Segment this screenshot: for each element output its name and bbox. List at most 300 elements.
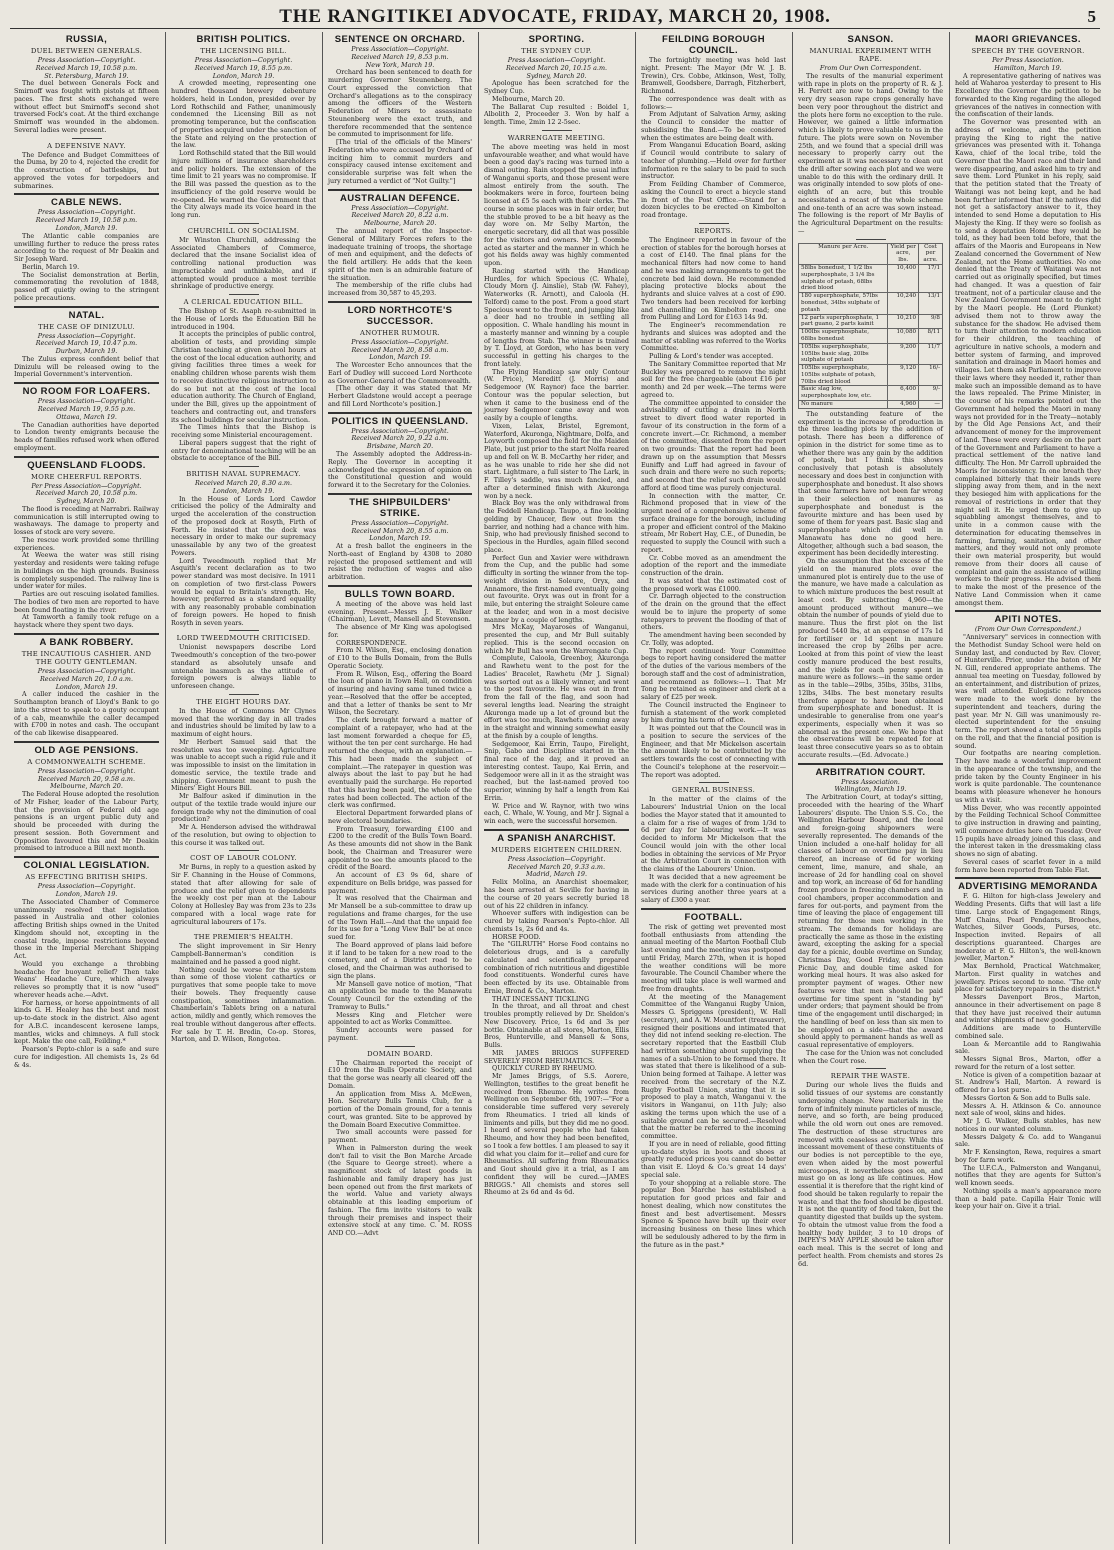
article-body	[798, 73, 943, 236]
table-cell: 58lbs bonedust, 1 1/2 lbs superphosphate, 3 1/4 lbs sulphate of potash, 68lbs dried blood	[799, 264, 888, 292]
paragraph: From Wanganui Education Board, asking if Council would contribute to salary of teacher of plumbing.—Held over for further information re the salary to be paid to such instructor.	[641, 141, 786, 181]
paragraph: Mr J. G. Walker, Bulls stables, has new notices in our wanted column.	[955, 1117, 1101, 1133]
article-headline: APITI NOTES.	[994, 614, 1062, 626]
article-body	[171, 308, 316, 463]
article-headline: MAORI GRIEVANCES.	[975, 34, 1081, 45]
article	[328, 1046, 472, 1238]
article-subhead: A COMMONWEALTH SCHEME.	[27, 757, 146, 766]
article	[484, 130, 629, 826]
table-cell: —	[919, 401, 943, 409]
paragraph: The risk of getting wet prevented most football enthusiasts from attending the annual meeting of the Marton Football Club last evening and the meeting was postponed until Friday, March 27th, when it is hoped the weather conditions will be more favourable. The Council Chamber where the meeting will take place is well warmed and free from draughts.	[641, 922, 786, 993]
paragraph: In the House of Commons Mr Clynes moved that the working day in all trades and industries should be limited by law to a maximum of eight hours.	[171, 706, 316, 739]
table-row	[799, 329, 943, 344]
table-cell: 17/1	[919, 264, 943, 292]
dateline: Per Press Association.	[992, 56, 1064, 64]
table-row	[799, 365, 943, 386]
paragraph: The clerk brought forward a matter of complaint of a ratepayer, who had at the last moment forwarded a cheque for £5, without the ten per cent surcharge. He had returned the cheque, with an explanation.—This had been made the subject of complaint.—The ratepayer in question was always about the last to pay but he had eventually paid the surcharge. He reported that this having been paid, the whole of the rates had been collected. The action of the clerk was confirmed.	[328, 716, 472, 810]
article	[328, 34, 472, 186]
dateline: Press Association—Copyright.	[37, 331, 136, 340]
divider	[229, 929, 259, 930]
article-headline: POLITICS IN QUEENSLAND.	[331, 415, 469, 427]
paragraph: Mr A. Henderson advised the withdrawal of the resolution, but owing to objection to this course it was talked out.	[171, 823, 316, 847]
dateline: Press Association—Copyright.	[351, 337, 449, 346]
paragraph: The Ballarat Cup resulted : Boidel 1, Albolith 2, Proceeder 3. Won by half a length. Time, 2min 12 2-5sec.	[484, 102, 629, 127]
article-body	[328, 601, 472, 1043]
paragraph: Miss Dever, who was recently appointed by the Feilding Technical School Committee to give instruction in drawing and painting, will commence duties here on Tuesday. Over 15 pupils have already joined this class, and the interest taken in the dressmaking class shows no sign of abating.	[955, 803, 1101, 859]
paragraph: Pearson's Pepto-chlor is a safe and sure cure for indigestion. All chemists 1s, 2s 6d & 4s.	[14, 1045, 159, 1069]
paragraph: The absence of Mr King was apologised for.	[328, 623, 472, 639]
article-body	[641, 924, 786, 1250]
article-subhead: WARRENGATE MEETING.	[507, 133, 606, 142]
dateline: Sydney, March 20.	[56, 497, 117, 506]
table-row	[799, 343, 943, 364]
paragraph: Our footpaths are nearing completion. They have made a wonderful improvement in the appearance of the township, and the pride taken by the County Engineer in his work is quite pardonable. The countenance beams with pleasure whenever he honours us with a visit.	[955, 749, 1101, 804]
paragraph: Racing started with the Handicap Hurdles, for which Specious (C. Whale), Cloudy Morn (J. Ainslie), Stab (W. Fahey), Waterworks (R. Arnott), and Caloola (H. Telford) came to the post. From a good start Specious went to the front, and jumping like a deer had no trouble in settling all opposition. C. Whale handling his mount in a masterly manner and winning by a couple of lengths from Stab. The winner is trained by T. Lloyd, at Gordon, who has been very successful in getting his charges to the front lately.	[484, 266, 629, 368]
dateline: Received March 20, 8.22 a.m.	[351, 211, 449, 220]
article	[171, 929, 316, 1044]
paragraph: The flood is receding at Narrabri. Railway communication is still interrupted owing to washaways. The damage to property and losses of stock are very severe.	[14, 504, 159, 537]
paragraph: It was stated that the estimated cost of the proposed work was £1000.	[641, 576, 786, 593]
article-headline: A BANK ROBBERY.	[39, 636, 134, 648]
dateline: Melbourne, March 20.	[363, 219, 437, 228]
paragraph: [The other day it was stated that Mr Herbert Gladstone would accept a peerage and fill Lord Northcote's position.]	[328, 384, 472, 408]
paragraph: Perfect Gun and Xavier were withdrawn from the Cup, and the public had some difficulty in sorting the winner from the top-weight division in Soleure, Oryx, and Annamore, the first-named eventually going out favourite. Oryx was out in front for a mile, but entering the straight Soleure came at the leader, and won in a most decisive manner by a couple of lengths.	[484, 553, 629, 624]
article-body	[328, 1060, 472, 1238]
paragraph: F. G. Hilton for high-class Jewelery and Wedding Presents. Gifts that will last a life time. Large stock of Engagement Rings, Muff Chains, Pearl Pendants, Brooches, Watches, Silver Goods, Purses, etc. Inspection invited. Repairs of all descriptions guaranteed. Charges are moderate at F. G. Hilton's, the well-known jeweller, Marton.*	[955, 892, 1101, 963]
paragraph: At Tamworth a family took refuge on a haystack where they spent two days.	[14, 613, 159, 630]
paragraph: The above meeting was held in most unfavourable weather, and what would have been a good day's racing was turned into a dismal outing. Rain stopped the usual influx of Wanganui sports, and those present were almost entirely from the south. The bookmakers were in force, fourteen being licensed at £5 5s each with their clerks. The course in some places was in fair order, but the stubble proved to be a bit heavy as the day wore on. Mr Selby Marton, the energetic secretary, did all that was possible for the visitors and owners. Mr J. Coombe acted as starter and the manner in which he got his fields away was highly commented upon.	[484, 142, 629, 268]
dateline: (From Our Own Correspondent.)	[974, 625, 1082, 634]
divider	[229, 630, 259, 631]
paragraph: Notice is given of a competition bazaar at St. Andrew's Hall, Marton. A reward is offered for a lost purse.	[955, 1070, 1101, 1095]
article-body	[641, 237, 786, 780]
dateline: Press Association—Copyright.	[507, 854, 606, 863]
divider	[72, 138, 102, 139]
paragraph: Complute, Caloola, Greenboy, Akuronga and Rawhetu went to the post for the Ladies' Bracelet, Rawhetu (Mr J. Signal) was sorted out as a likely winner, and went to the post favourite. He was out in front from the fall of the flag, and soon had several lengths lead. Nearing the straight Akuronga made up a lot of ground but the effort was too much, Rawhetu coming away in the straight and winning somewhat easily at the finish by a couple of lengths.	[484, 654, 629, 740]
paragraph: The Socialist demonstration at Berlin, commemorating the revolution of 1848, passed off quietly owing to the stringent police precautions.	[14, 270, 159, 302]
paragraph: Melbourne, March 20.	[492, 94, 565, 103]
paragraph: Mrs McKay, Mayaroses of Wanganui, presented the cup, and Mr Bull suitably replied. This is the second occasion on which Mr Bull has won the Warrengate Cup.	[484, 623, 629, 655]
article-body	[484, 879, 629, 1197]
article-body	[484, 80, 629, 127]
dateline: Received March 19, 9.55 p.m.	[37, 404, 136, 413]
dateline: Received March 20, 8.30 a.m.	[194, 479, 293, 488]
paragraph: The slight improvement in Sir Henry Campbell-Bannerman's condition is maintained and he passed a good night.	[171, 942, 316, 966]
paragraph: It was decided that a new agreement be made with the clerk for a continuation of his services during another three years at a salary of £300 a year.	[641, 872, 786, 904]
divider	[856, 239, 886, 240]
paragraph: Felix Molina, an Anarchist shoemaker, has been arrested at Seville for having in the course of 20 years secretly buried 18 out of his 22 children in infancy.	[484, 878, 629, 910]
article	[955, 877, 1101, 1211]
paragraph: CORRESPONDENCE.	[336, 638, 407, 647]
article	[798, 1068, 943, 1268]
article-headline: RUSSIA,	[65, 34, 108, 45]
article-subhead: AS EFFECTING BRITISH SHIPS.	[25, 873, 148, 882]
article	[14, 456, 159, 630]
article-subhead: COST OF LABOUR COLONY.	[190, 854, 297, 863]
article-headline: OLD AGE PENSIONS.	[34, 744, 139, 756]
dateline: St. Petersburg, March 19.	[44, 71, 129, 80]
article	[955, 34, 1101, 607]
dateline: Press Association—Copyright.	[37, 882, 136, 891]
table-row	[799, 264, 943, 292]
section-divider	[484, 829, 629, 831]
paragraph: At a fresh ballot the engineers in the North-east of England by 4308 to 2080 rejected the proposed settlement and will resist the reduction of wages and also arbitration.	[328, 542, 472, 582]
paragraph: HORSE FOOD.	[492, 932, 541, 941]
table-cell: No manure	[799, 401, 888, 409]
paragraph: Two small accounts were passed for payment.	[328, 1128, 472, 1145]
paragraph: Sedgemoor, Kai Errin, Taupo, Firelight, Snip, Gabo and Discipline started in the final race of the day, and it proved an interesting contest. Taupo, Kai Errin, and Sedgemoor were all in it as the straight was reached, but the last-named proved too superior, winning by half a length from Kai Errin.	[484, 739, 629, 802]
article-body	[328, 362, 472, 409]
paragraph: In the throat, and all throat and chest troubles promptly relieved by Dr. Sheldon's New Discovery. Price, 1s 6d and 3s per bottle. Obtainable at all stores, Marton, Ellis Bros, Hunterville, and Mansell & Sons, Bulls.	[484, 1002, 629, 1050]
paragraph: Parties are out rescuing isolated families. The bodies of two men are reported to have been found floating in the river.	[14, 590, 159, 614]
divider	[385, 1046, 415, 1047]
dateline: Madrid, March 19.	[526, 870, 587, 879]
paragraph: On the assumption that the excess of the yield on the manured plots over the unmanured plot is entirely due to the use of the manure, we have made a calculation as to which mixture produces the best result at least cost. By subtracting 4,960—the amount produced without manure—we obtain the number of pounds of yield due to manure. Thus the first plot on the list produced 5440 lbs, at an expense of 17s 1d for fertiliser or 1d spent in manure increased the crop by 26lbs per acre. Looked at from this point of view the least costly manure produced the best results, and the yields for each penny spent in manure were as follows:—in the same order as in the table—29lbs, 35lbs, 35lbs, 31lbs, 12lbs, 34lbs. The best monetary results therefore appear to have been obtained from superphosphate and bonedust. It is undesirable to generalise from one year's experiments, especially when it was so abnormal as the present one. We hope that the observations will be repeated for at least three consecutive years so as to obtain accurate results.—(Ed. Advocate.)	[798, 557, 943, 759]
dateline: Press Association—Copyright.	[37, 666, 136, 675]
article	[641, 34, 786, 220]
article-body	[14, 691, 159, 738]
manure-yield-table	[798, 243, 943, 409]
page-number: 5	[1087, 7, 1096, 26]
paragraph: Messrs Davenport Bros., Marton, announce in their advertisement on page 8 that they have just received their autumn and winter shipments of new goods.	[955, 993, 1101, 1025]
article	[14, 382, 159, 452]
article-subhead: LORD TWEEDMOUTH CRITICISED.	[176, 634, 311, 643]
article-body	[328, 451, 472, 490]
section-divider	[14, 741, 159, 743]
section-divider	[14, 633, 159, 635]
table-cell: 100lbs superphosphate, 68lbs bonedust	[799, 329, 888, 344]
table-cell: 10,240	[888, 293, 919, 314]
paragraph: Cr. Darragh objected to the construction of the drain on the ground that the effect would be to injure the property of some ratepayers to prevent the flooding of that of others.	[641, 592, 786, 632]
paragraph: The outstanding feature of the experiment is the increase of production in the three leading plots by the addition of potash. There has been a difference of opinion in the district for some time as to whether there was any gain by the addition of potash, but I think this shows conclusively that potash is absolutely necessary and does best in conjunction with superphosphate and bonedust. It also shows that some farmers have not been far wrong in their selection of manures as superphosphate and bonedust is the favourite mixture and has been used by some of them for years past. Basic slag and superphosphate which did well in Manawatu has done no good here. Altogether, although such a bad season, the experiment has been decidedly interesting.	[798, 409, 943, 558]
article-subhead: THE PREMIER'S HEALTH.	[193, 933, 294, 942]
article	[328, 189, 472, 298]
article-body	[14, 899, 159, 1070]
paragraph: QUICKLY CURED BY RHEUMO.	[492, 1064, 597, 1073]
paragraph: Pulling & Lord's tender was accepted.	[649, 352, 774, 360]
article-subhead: THE EIGHT HOURS DAY.	[196, 697, 291, 706]
paragraph: Sundry accounts were passed for payment.	[328, 1026, 472, 1042]
article	[171, 223, 316, 291]
paragraph: Lord Tweedmouth replied that Mr Asquith's recent declaration as to two power standard was most decisive. In 1911 on completion of two first-class Powers would be equal to Britain's strength. He, however, preferred as a standard equality with any reasonably probable combination of foreign powers. He hoped to finish Rosyth in seven years.	[171, 556, 316, 627]
dateline: Brisbane, March 20.	[366, 442, 434, 451]
article-subhead: GENERAL BUSINESS.	[671, 786, 756, 795]
paragraph: The Defence and Budget Committees of the Duma, by 20 to 4, rejected the credit for the construction of battleships, but approved the votes for torpedoers and submarines.	[14, 150, 159, 190]
article-subhead: THE CASE OF DINIZULU.	[38, 322, 135, 331]
article	[14, 138, 159, 191]
divider	[542, 130, 572, 131]
paragraph: From Treasury, forwarding £100 and £200 to the credit of the Bulls Town Board. As these amounts did not show in the Bank book, the Chairman and Treasurer were appointed to see the amounts placed to the credit of the Board.	[328, 824, 472, 872]
column-6	[792, 32, 949, 1544]
paragraph: It was pointed out that the Council was in a position to secure the services of the Engineer, and that Mr Mickelson ascertain the amount likely to be contributed by the settlers towards the cost of connecting with the Council's telephone at the reservoir.—The report was adopted.	[641, 724, 786, 779]
article-subhead: MORE CHEERFUL REPORTS.	[31, 472, 142, 481]
table-header: Cost per acre.	[919, 243, 943, 264]
article-body	[641, 57, 786, 220]
dateline: Wellington, March 19.	[834, 785, 907, 794]
article	[14, 633, 159, 738]
article-headline: SANSON.	[847, 34, 894, 45]
article-subhead: THE LICENSING BILL.	[200, 47, 287, 55]
section-divider	[328, 585, 472, 587]
article-body	[171, 864, 316, 926]
paragraph: A meeting of the above was held last evening. Present—Messrs J. E. Walker (Chairman), Levett, Mansell and Stevenson.	[328, 599, 472, 624]
paragraph: The amendment having been seconded by Cr. Tolly, was adopted.	[641, 631, 786, 647]
article-headline: FOOTBALL.	[684, 911, 743, 923]
dateline: London, March 19.	[369, 353, 431, 362]
column-7	[949, 32, 1107, 1544]
column-4	[478, 32, 635, 1544]
article-headline: ARBITRATION COURT.	[815, 766, 926, 778]
article-body	[798, 794, 943, 1065]
paragraph: The committee appointed to consider the advisability of cutting a drain in North street to divert flood water reported in favour of its construction in the form of a concrete invert.—Cr. Richmond, a member of the committee, dissented from the report on two grounds: That the report had been drawn up on the assumption that Messrs Euniffy and Luff had agreed in favour of such drain and there were no such reports; and second that the relief such drain would afford at flood time was purely conjectural.	[641, 398, 786, 492]
dateline: London, March 19.	[55, 890, 118, 899]
divider	[699, 782, 729, 783]
masthead-title: THE RANGITIKEI ADVOCATE, FRIDAY, MARCH 20, 1908.	[279, 6, 831, 27]
article-headline: QUEENSLAND FLOODS.	[27, 459, 146, 471]
table-row	[799, 314, 943, 329]
article-headline: A SPANISH ANARCHIST.	[497, 832, 616, 844]
paragraph: Loan & Mercantile add to Rangiwahia sale.	[955, 1039, 1101, 1056]
table-cell: 9/-	[919, 386, 943, 401]
paragraph: During our whole lives the fluids and solid tissues of our systems are constantly undergoing change. New materials in the form of infinitely minute particles of muscle, nerve, and so forth, are being produced while the old worn out ones are removed. The destruction of these structures are removed with ceaseless activity. While this incessant movement of these constituents of our bodies is not perceptible to the eye, even when aided by the most powerful microscopes, it nevertheless goes on, and must go on as long as life continues. How essential it is therefore that the right kind of food should be taken regularly to repair the waste, and that the food should be digested. It is not the quantity of food taken, but the quantity digested that builds up the system. To obtain the utmost value from the food a healthy body builder, 3 to 10 drops of IMPEY'S MAY APPLE should be taken after each meal. This is the secret of long and perfect health. From chemists and stores 2s 6d.	[798, 1081, 943, 1268]
article-subhead: DOMAIN BOARD.	[367, 1049, 433, 1058]
table-cell: 11/7	[919, 343, 943, 364]
table-cell: 9/8	[919, 314, 943, 329]
article-body	[171, 237, 316, 291]
dateline: London, March 19.	[55, 682, 118, 691]
dateline: Received March 20, 9.58 a.m.	[37, 774, 136, 783]
paragraph: Mr Balfour asked if diminution in the output of the textile trade would injure our foreign trade why not the diminution of coal production?	[171, 792, 316, 824]
article-body	[171, 708, 316, 848]
paragraph: Mr James Briggs, of S.S. Aorere, Wellington, testifies to the great benefit he received from Rheumo. He writes from Wellington on September 6th, 1907:—"For a considerable time suffered very severely from Rheumatics. I tried all kinds of liniments and pills, but they did me no good. I heard of several people who had taken Rheumo, and how they had been benefited, so I took a few bottles. I am pleased to say it did what you claim for it—relief and cure for Rheumatics. All suffering from Rheumatics and Gout should give it a trial, as I am confident they will be cured.—JAMES BRIGGS." All chemists and stores sell Rheumo at 2s 6d and 4s 6d.	[484, 1072, 629, 1197]
article	[484, 34, 629, 127]
section-divider	[955, 610, 1101, 612]
paragraph: Apologue has been scratched for the Sydney Cup.	[484, 79, 629, 96]
article-headline: NO ROOM FOR LOAFERS.	[22, 386, 151, 398]
article-body	[171, 943, 316, 1044]
paragraph: The Council instructed the Engineer to furnish a statement of the work completed by him during his term of office.	[641, 700, 786, 725]
paragraph: A representative gathering of natives was held at Waharoa yesterday to present to His Excellency the Governor the petition to be forwarded to the King regarding the alleged grievances of the natives in connection with the confiscation of their lands.	[955, 71, 1101, 119]
article-body	[14, 152, 159, 191]
article	[484, 829, 629, 1197]
dateline: Press Association—Copyright.	[351, 203, 449, 212]
table-header: Yield per acre, lbs.	[888, 243, 919, 264]
table-cell: 180 superphosphate, 57lbs bonedust, 34lbs sulphate of potash	[799, 293, 888, 314]
section-divider	[14, 306, 159, 308]
paragraph: Messrs King and Fletcher were appointed to act as Works Committee.	[328, 1010, 472, 1027]
paragraph: Cr. Cobbe moved as an amendment the adoption of the report and the immediate construction of the drain.	[641, 553, 786, 577]
paragraph: Unionist newspapers describe Lord Tweedmouth's conception of the two-power standard as absolutely unsafe and untenable inasmuch as the attitude of foreign powers is always liable to unforeseen change.	[171, 643, 316, 691]
article	[171, 34, 316, 220]
paragraph: Max Bernhold, Practical Watchmaker, Marton. First quality in watches and jewellery. Prices second to none. "The only place for satisfactory repairs in the district.*	[955, 962, 1101, 994]
paragraph: From Feilding Chamber of Commerce, asking the Council to erect a bicycle stand in front of the Post Office.—Stand for a dozen bicycles to be erected on Kimbolton road frontage.	[641, 180, 786, 219]
article-body	[14, 80, 159, 134]
article-headline: THE SHIPBUILDERS' STRIKE.	[349, 496, 451, 519]
paragraph: The Board approved of plans laid before it if land to be taken for a new road to the cemetery, and of a District road to be closed, and the Chairman was authorised to sign the plans.	[328, 940, 472, 980]
article-headline: CABLE NEWS.	[51, 197, 122, 209]
dateline: Press Association—Copyright.	[351, 45, 449, 53]
dateline: Received March 19, 10.58 p.m.	[35, 63, 138, 72]
section-divider	[641, 908, 786, 910]
paragraph: If you are in need of reliable, good fitting up-to-date styles in boots and shoes at greatly reduced prices you cannot do better than visit E. Lloyd & Co.'s great 14 days' special sale.	[641, 1139, 786, 1179]
article-headline: BULLS TOWN BOARD.	[344, 588, 456, 600]
section-divider	[328, 412, 472, 414]
article-headline: SENTENCE ON ORCHARD.	[334, 34, 466, 45]
article-subhead: BRITISH NAVAL SUPREMACY.	[186, 470, 301, 479]
table-cell: 10,400	[888, 264, 919, 292]
article	[641, 908, 786, 1250]
article-subhead: ANOTHER RUMOUR.	[359, 328, 440, 337]
paragraph: MR JAMES BRIGGS SUFFERED SEVERELY FROM RHEUMATICS.	[484, 1048, 629, 1065]
article-subhead: THE SYDNEY CUP.	[521, 47, 592, 55]
article	[171, 466, 316, 627]
paragraph: The Governor was presented with an address of welcome, and the petition praying the King to right the native grievances was presented with it. Tohanga Kawa, chief of the local tribe, told the Governor that the Maori race and their land were disappearing, and asked him to try and save them. Lord Plunket in his reply, said that the petition stated that the Treaty of Waitangi was not being kept, and he had been further informed that if the natives did not get a satisfactory answer to it, they intended to send Home a deputation to His Majesty the King. If they were so foolish as to send a deputation Home they would be told, as they had been told before, that the affairs of the Maoris and Europeans in New Zealand concerned the Government of New Zealand, not the Home authorities. No one denied that the Treaty of Waitangi was not carried out as originally specified, but times had changed. It was a question of fair treatment, not of a particular clause and the New Zealand Government meant to do right by the Maori people. He (Lord Plunket) advised them not to throw away the substance for the shadow. He advised them to turn their attention to modern education for their children, the teaching of agriculture in native schools, a modern and better system of farming, and improved sanitation and drainage in Maori homes and villages. Let them ask Parliament to improve their laws where they needed it, rather than make such an impossible demand as to have the laws repealed. The Prime Minister, in the course of his remarks pointed out the Government had helped the Maori in many ways not provided for in the Treaty—notably by the Old Age Pensions Act, and their advancement of money for the improvement of land. These were every desire on the part of the Government and Parliament to have a practical settlement of the native land difficulty. The Hon. Mr Carroll upbraided the Maoris for inconsistency. In one breath they complained bitterly that their lands were slipping away from them, and in the next they besieged him with applications for the removal of restrictions in order that they might sell it. He urged them to give up squabbling amongst themselves, and to unite in a common cause with the determination for educating themselves in farming, farming, sanitation, and other matters, and they would not only promote their own material prosperity, but would remove from their doors all cause of complaint and gain the assistance of willing workers to their progress. He advised them to make the most of the presence of the Native Land Commission when it came amongst them.	[955, 118, 1101, 607]
paragraph: From Adjutant of Salvation Army, asking the Council to consider the matter of subsidising the Band.—To be considered when the estimates are being dealt with.	[641, 110, 786, 142]
paragraph: An application from Miss A. McEwen, Hon. Secretary Bulls Tennis Club, for a portion of the Domain ground, for a tennis court, was granted. Site to be approved by the Domain Board Executive Committee.	[328, 1089, 472, 1129]
paragraph: Would you exchange a throbbing headache for buoyant relief? Then take Weans' Headache Cure, which always relieves so promptly that it is now "used" wherever heads ache.—Advt.	[14, 959, 159, 999]
column-2	[165, 32, 322, 1544]
article	[14, 741, 159, 853]
article	[14, 193, 159, 302]
paragraph: The report continued: Your Committee begs to report having considered the matter of the duties of the various members of the borough staff and the cost of administration, and recommend as follows:—1. That Mr Tong be retained as engineer and clerk at a salary of £25 per week.	[641, 646, 787, 701]
article-body	[14, 422, 159, 453]
paragraph: The case for the Union was not concluded when the Court rose.	[798, 1048, 943, 1065]
dateline: Received March 20, 10.58 p.m.	[35, 489, 138, 498]
article-body	[798, 1082, 943, 1268]
article-headline: SPORTING.	[528, 34, 585, 45]
paragraph: Mr Burns, in reply to a question asked by Sir F. Channing in the House of Commons, stated that after allowing for sale of produce and the relief given to dependents the weekly cost per man at the Labour Colony at Hollesley Bay was from 23s to 23s compared with a local wage rate for agricultural labourers of 17s.	[171, 863, 316, 926]
article	[328, 585, 472, 1043]
paragraph: Nothing spoils a man's appearance more than a bald pate. Capilla Hair Tonic will keep your hair on. Give it a trial.	[955, 1186, 1101, 1211]
paragraph: A caller induced the cashier in the Southampton branch of Lloyd's Bank to go into the street to speak to a gouty occupant of a cab, meanwhile the caller decamped with £700 in notes and cash. The occupant of the cab likewise disappeared.	[14, 690, 159, 738]
article	[641, 223, 786, 780]
paragraph: The membership of the rifle clubs had increased from 30,587 to 45,293.	[328, 281, 472, 298]
dateline: Sydney, March 20.	[526, 71, 587, 80]
table-cell: 13/1	[919, 293, 943, 314]
table-cell: 105lbs superphosphate, 105lbs basic slag, 20lbs sulphate of potash	[799, 343, 888, 364]
paragraph: Mr F. Kensington, Rewa, requires a smart boy for farm work.	[955, 1148, 1101, 1164]
dateline: Received March 20, 10.15 a.m.	[505, 63, 608, 72]
article-subhead: SPEECH BY THE GOVERNOR.	[971, 47, 1085, 55]
paragraph: The Atlantic cable companies are unwilling further to reduce the press rates according to the request of Mr Deakin and Sir Joseph Ward.	[14, 231, 159, 264]
article-headline: ADVERTISING MEMORANDA	[958, 881, 1098, 893]
divider	[229, 466, 259, 467]
paragraph: Several cases of scarlet fever in a mild form have been reported from Table Flat.	[955, 857, 1101, 874]
article-body	[328, 69, 472, 185]
paragraph: The Federal House adopted the resolution of Mr Fisher, leader of the Labour Party, that the provision of Federal old age pensions is an urgent public duty and should be proceeded with during the present session. Both Government and Opposition favoured this and Mr Deakin promised to introduce a Bill next month.	[14, 790, 160, 853]
paragraph: The annual report of the Inspector-General of Military Forces refers to the inadequate training of troops, the shortage of men and equipment, and the defects of the field artillery. He adds that the keen spirit of the men is an admirable feature of the situation.	[328, 227, 472, 282]
table-cell: Basic slag low, superphosphate low, etc.	[799, 386, 888, 401]
paragraph: Black Boy was the only withdrawal from the Feddell Handicap. Taupo, a fine looking gelding by Chaucer, flew out from the barrier, and nothing had a chance with him. Snip, who had previously finished second to Specious in the Hurdles, again filled second place.	[484, 499, 629, 554]
article-headline: LORD NORTHCOTE'S SUCCESSOR.	[347, 304, 453, 327]
dateline: Press Association—Copyright.	[194, 56, 293, 64]
paragraph: From N. Wilson, Esq., enclosing donation of £10 to the Bulls Domain, from the Bulls Operatic Society.	[328, 646, 472, 670]
column-1	[8, 32, 165, 1544]
divider	[856, 1068, 886, 1069]
article-body	[171, 80, 316, 220]
article-subhead: REPORTS.	[694, 226, 733, 235]
dateline: Received March 20, 8.55 a.m.	[351, 526, 449, 535]
paragraph: The Arbitration Court, at today's sitting, proceeded with the hearing of the Wharf Labourers' dispute. The Union S.S. Co., the Wellington Harbour Board, and the local and foreign-going shipowners were severally represented. The demands of the Union included a one-half holiday for all classes of labour on overtime pay in lieu thereof, an increase of 6d for working cement, lime, manure, and shale, an increase of 2d for handling coal on shovel and top work, an increase of 6d for handling frozen produce in freezing chambers and in cool chambers, proper accommodation and fares for out-ports, and payment from the time of leaving the place of engagement till returning for those men working in the stream. The demands for holidays are practically the same as those in the existing award, excepting the asking for a special day for a picnic, double overtime on Sunday, Christmas Day, Good Friday, and Union Picnic Day, and double time asked for working meal hours. It was also asked for prompter payment of wages. Other new features were that men should be paid overtime for time spent in "standing by" under orders; that payment should be from time of the engagement until discharged; in the handling of beef on less than six men to be employed on a side—that the award should apply to permanent hands as well as casual representative of employers.	[798, 793, 943, 1050]
article	[328, 301, 472, 409]
dateline: London, March 19.	[55, 223, 118, 232]
table-row	[799, 401, 943, 409]
paragraph: Berlin, March 19.	[22, 262, 80, 271]
article	[14, 34, 159, 135]
paragraph: Lord Rothschild stated that the Bill would injure millions of insurance shareholders and policy holders. The extension of the time limit to 21 years was no compromise. If the Bill was passed the question as to the insufficiency of the gold reserve would be re-opened. He warned the Government that the City always made its voice heard in the long run.	[171, 149, 316, 220]
paragraph: The Sanitary Committee reported that Mr Buckley was prepared to remove the night soil for the free chargeable (about £16 per month) and 2d per week.—The terms were agreed to.	[641, 359, 786, 399]
dateline: Press Association—Copyright.	[507, 56, 606, 64]
dateline: Press Association—Copyright.	[351, 518, 449, 527]
paragraph: The Times hints that the Bishop is receiving some Ministerial encouragement.	[171, 423, 316, 440]
table-cell: 9,200	[888, 343, 919, 364]
paragraph: Nothing could be worse for the system than some of those violent cathartics or purgatives that some people take to move their bowels. They frequently cause constipation, sometimes inflammation. Chamberlain's Tablets bring on a natural action, mildly and gently, which removes the real trouble without dangerous after effects. For sale by T. H. Bredin, Co-op. Stores, Marton, and D. Wilson, Rongotea.	[171, 965, 316, 1044]
paragraph: The results of the manurial experiment with rape in plots on the property of R. & J. H. Perrett are now to hand. Owing to the very dry season rape crops generally have been very poor throughout the district and the plots here form no exception to the rule. However, we gained a little information which is likely to prove valuable to us in the future. The plots were sown on November 25th, and we found that a special drill was necessary to properly carry out the experiment as it was necessary to clean out the drill after sowing each plot and we were unable to do this with the ordinary drill. It was originally intended to sow plots of one-eighth of an acre, but this trouble necessitated a recast of the whole scheme and one-tenth of an acre was sown instead. The following is the report of Mr Baylis of the Agricultural Department on the results:—	[798, 71, 943, 235]
dateline: Hamilton, March 19.	[994, 63, 1062, 72]
dateline: From Our Own Correspondent.	[819, 64, 922, 72]
table-cell: 105lbs superphosphate, 105lbs sulphate of potash, 70lbs dried blood	[799, 365, 888, 386]
article	[798, 239, 943, 760]
paragraph: Orchard has been sentenced to death for murdering Governor Steunenberg. The Court expressed the conviction that Orchard's allegations as to the conspiracy among the officers of the Western Federation of Miners to assassinate Steunenberg were the exact truth, and therefore recommended that the sentence be commuted to imprisonment for life.	[328, 68, 472, 139]
article-headline: AUSTRALIAN DEFENCE.	[339, 192, 461, 204]
paragraph: In the matter of the claims of the Labourers' Industrial Union on the local bodies the Mayor stated that it amounted to a claim for a rise of wages of from 1/3d to 6d per day for labouring work.—It was decided to inform Mr Mickelson that the Council would join with the other local bodies in obtaining the services of Mr Pryor at the Arbitration Court in connection with the claims of the Labourers' Union.	[641, 795, 786, 873]
article-body	[641, 796, 786, 905]
article-body	[14, 791, 159, 853]
paragraph: The "GILRUTH" Horse Food contains no deleterious drugs, and is a carefully calculated and scientifically prepared combination of rich nutritious and digestible food constituents. Wonderful cures have been effected by its use. Obtainable from Ernie, Brond & Co., Marton.	[484, 940, 629, 995]
dateline: Durban, March 19.	[55, 347, 118, 356]
paragraph: Messrs Gorton & Son add to Bulls sale.	[963, 1093, 1091, 1102]
paragraph: The Zulus express confident belief that Dinizulu will be released owing to the Imperial Government's intervention.	[14, 354, 159, 379]
paragraph: For harness, or horse appointments of all kinds G. H. Healey has the best and most up-to-date stock in the district. Also agent for A.B.C. incandescent kerosene lamps, mantles, wicks and chimneys. A full stock kept. Make the one call, Feilding.*	[14, 998, 159, 1046]
dateline: Melbourne, March 20.	[50, 782, 123, 791]
paragraph: The Engineer reported in favour of the erection of stables for the borough horses at a cost of £140. The final plans for the mechanical filters had now come to hand and he was making arrangements to get the concrete bed laid down. He recommended placing protective blocks about the hydrants and sluice valves at a cost of £90. Two tenders had been received for kerbing and channelling on Kimbolton road; one from Pulling and Lord for £163 14s 9d.	[641, 235, 786, 322]
section-divider	[328, 301, 472, 303]
article-body	[955, 73, 1101, 608]
paragraph: The duel between Generals Fock and Smirnoff was fought with pistols at fifteen paces. The first shots exchanged were without effect but Smirnoff's second shot traversed Fock's coat. At the third exchange Smirnoff was wounded in the abdomen. Several ladies were present.	[14, 79, 159, 134]
section-divider	[14, 193, 159, 195]
table-cell: 10,210	[888, 314, 919, 329]
divider	[229, 694, 259, 695]
paragraph: The Associated Chamber of Commerce unanimously resolved that legislation passed in Australia and other colonies affecting British ships owned in the United Kingdom should not, excepting in the coastal trade, impose restrictions beyond those in the Imperial Merchant Shipping Act.	[14, 897, 159, 961]
article	[641, 782, 786, 905]
paragraph: An account of £3 9s 6d, share of expenditure on Bells bridge, was passed for payment.	[328, 871, 472, 895]
paragraph: [The trial of the officials of the Miners' Federation who were accused by Orchard of inciting him to commit murders and conspiracy caused intense excitement and considerable surprise was felt when the jury returned a verdict of "Not Guilty."]	[328, 138, 472, 185]
article-body	[171, 644, 316, 691]
paragraph: The Assembly adopted the Address-in-Reply. The Governor in accepting it acknowledged the expression of opinion on the Constitutional question and would forward it to the Secretary for the Colonies.	[328, 450, 472, 490]
paragraph: When in Palmerston during the week don't fail to visit the Bon Marche Arcade (the Square to George street). where a magnificent stock of latest goods in fashionable and family drapery has just been opened out from the first markets of the world. Value and variety always obtainable at this leading emporium of fashion. The firm invite visitors to walk through their premises and inspect their extensive stock at any time. C. M. ROSS AND CO.—Advt	[328, 1143, 472, 1238]
article-headline: NATAL.	[68, 309, 105, 321]
section-divider	[328, 493, 472, 495]
section-divider	[328, 189, 472, 191]
paragraph: "Anniversary" services in connection with the Methodist Sunday School were held on Sunday last, and conducted by Rev. Clover, of Hunterville. Prior, under the baton of Mr N. Gill, rendered appropriate anthems. The annual tea meeting on Tuesday, followed by an entertainment, and distribution of prizes, was well attended. Eulogistic references were made to the work done by the superintendent and teachers, during the past year. Mr N. Gill was unanimously re-elected superintendent for the ensuing term. The report showed a total of 55 pupils on the roll, and that the financial position is sound.	[955, 633, 1101, 750]
article-body	[484, 144, 629, 826]
paragraph: Mr Winston Churchill, addressing the Associated Chambers of Commerce, declared that the insane Socialist idea of controlling national production was impracticable and unthinkable, and if attempted would produce a most terrible shrinkage of productive energy.	[171, 235, 316, 291]
paragraph: Messrs Dalgety & Co. add to Wanganui sale.	[955, 1132, 1101, 1149]
article	[798, 763, 943, 1066]
article-subhead: REPAIR THE WASTE.	[830, 1072, 911, 1081]
dateline: Press Association—Copyright.	[37, 56, 136, 64]
paragraph: In the House of Lords Lord Cawdor criticised the policy of the Admiralty and urged the acceleration of the construction of the proposed dock at Rosyth, Firth of Forth. He insisted that the dock was necessary in order to make our supremacy unassailable by any two of the greatest Powers.	[171, 494, 316, 557]
article-subhead: MANURIAL EXPERIMENT WITH RAPE.	[809, 47, 932, 63]
table-cell: 8/11	[919, 329, 943, 344]
paragraph: Electoral Department forwarded plans of new electoral boundaries.	[328, 809, 472, 825]
divider	[229, 850, 259, 851]
divider	[229, 223, 259, 224]
table-row	[799, 293, 943, 314]
column-3	[322, 32, 478, 1544]
divider	[229, 294, 259, 295]
paragraph: Additions are made to Hunterville combined sale.	[955, 1024, 1101, 1040]
